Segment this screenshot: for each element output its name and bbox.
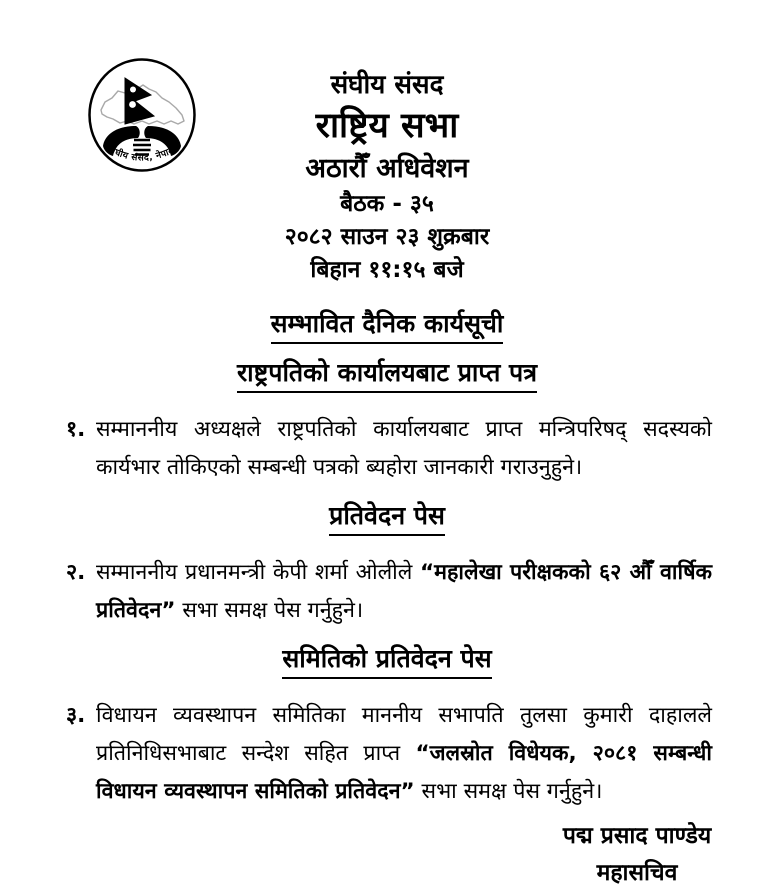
parliament-emblem-graphic bbox=[87, 57, 197, 173]
agenda-item-3 bbox=[66, 697, 712, 811]
item-number: २. bbox=[66, 560, 86, 585]
item-number: १. bbox=[66, 417, 86, 442]
item-number: ३. bbox=[66, 703, 86, 728]
organization-name: संघीय संसद bbox=[330, 70, 444, 100]
item-text: विधायन व्यवस्थापन समितिका माननीय सभापति तुलसा कुमारी दाहालले प्रतिनिधिसभाबाट सन्देश सहित प्राप्त “जलस्रोत विधेयक, २०८१ सम्बन्धी विधायन व्यवस्थापन समितिको प्रतिवेदन” सभा समक्ष पेस गर्नुहुने। bbox=[96, 703, 712, 804]
agenda-title-text: सम्भावित दैनिक कार्यसूची bbox=[271, 309, 504, 344]
signatory-title: महासचिव bbox=[596, 860, 678, 885]
meeting-time: बिहान ११:१५ बजे bbox=[310, 257, 464, 283]
signatory-name: पद्म प्रसाद पाण्डेय bbox=[562, 823, 712, 849]
signature-block bbox=[562, 818, 712, 885]
parliament-emblem bbox=[87, 57, 197, 173]
flag-moon-icon bbox=[130, 87, 136, 93]
emblem-caption: संघीय संसद, नेपाल bbox=[107, 145, 177, 164]
agenda-item-1 bbox=[66, 411, 712, 487]
assembly-name: राष्ट्रिय सभा bbox=[315, 106, 459, 146]
item-text: सम्माननीय प्रधानमन्त्री केपी शर्मा ओलीले “महालेखा परीक्षकको ६२ औँ वार्षिक प्रतिवेदन” सभा समक्ष पेस गर्नुहुने। bbox=[96, 560, 713, 623]
meeting-date: २०८२ साउन २३ शुक्रबार bbox=[284, 224, 490, 250]
agenda-item-2 bbox=[66, 554, 712, 630]
session-title: अठारौँ अधिवेशन bbox=[305, 153, 469, 184]
section-heading-committee-report: समितिको प्रतिवेदन पेस bbox=[0, 644, 774, 679]
section-heading-report-presentation: प्रतिवेदन पेस bbox=[0, 501, 774, 536]
meeting-number: बैठक - ३५ bbox=[340, 191, 434, 217]
flag-sun-icon bbox=[129, 101, 136, 108]
agenda-title bbox=[0, 309, 774, 344]
section-heading-president-letter: राष्ट्रपतिको कार्यालयबाट प्राप्त पत्र bbox=[0, 358, 774, 393]
item-text: सम्माननीय अध्यक्षले राष्ट्रपतिको कार्यालयबाट प्राप्त मन्त्रिपरिषद् सदस्यको कार्यभार तोकिएको सम्बन्धी पत्रको ब्यहोरा जानकारी गराउनुहुने। bbox=[96, 417, 712, 480]
